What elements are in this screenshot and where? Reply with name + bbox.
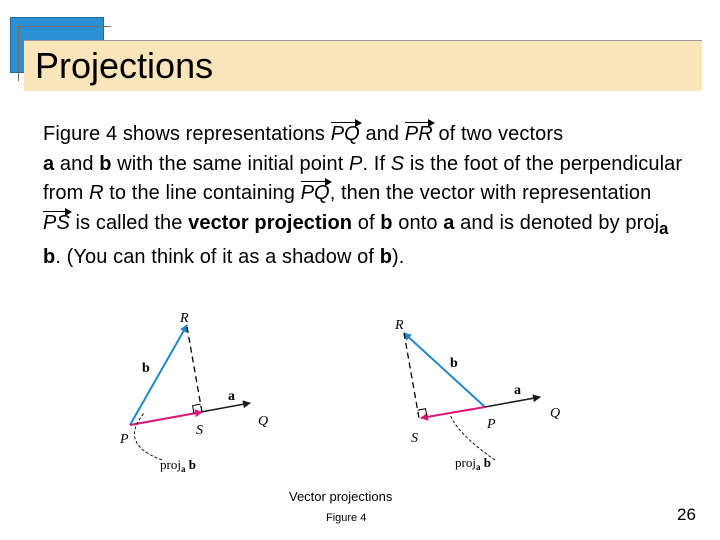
vector-pr: PR bbox=[405, 120, 433, 150]
left-projection bbox=[130, 412, 202, 425]
vector-projection-figure bbox=[110, 300, 590, 480]
right-label-r: R bbox=[395, 318, 404, 333]
right-vector-b bbox=[404, 333, 485, 407]
figure-caption: Vector projections bbox=[289, 489, 393, 504]
page-number: 26 bbox=[677, 505, 696, 524]
left-vector-b bbox=[130, 325, 187, 425]
figure-label: Figure 4 bbox=[326, 512, 367, 524]
left-label-r: R bbox=[180, 311, 189, 326]
vector-pq-2: PQ bbox=[301, 179, 330, 209]
left-diagram bbox=[119, 311, 268, 474]
vector-ps: PS bbox=[43, 209, 70, 239]
left-label-p: P bbox=[120, 432, 129, 447]
right-label-a: a bbox=[514, 383, 521, 398]
left-label-b: b bbox=[142, 361, 150, 376]
left-label-a: a bbox=[228, 389, 235, 404]
right-label-s: S bbox=[411, 431, 418, 446]
left-perpendicular bbox=[187, 327, 202, 412]
vector-pq: PQ bbox=[331, 120, 360, 150]
slide-title: Projections bbox=[35, 45, 214, 86]
right-vector-a bbox=[485, 397, 540, 407]
right-label-p: P bbox=[487, 417, 496, 432]
right-label-q: Q bbox=[550, 406, 561, 421]
term-vector-projection: vector projection bbox=[188, 211, 353, 234]
right-projection bbox=[421, 407, 485, 418]
right-label-b: b bbox=[450, 356, 458, 371]
right-label-proj: proj$_a$ b bbox=[455, 455, 491, 472]
right-diagram bbox=[394, 318, 560, 472]
body-paragraph: Figure 4 shows representations PQ and PR of two vectors a and b with the same initial point P. If S is the foot of the perpendicular from R to the line containing PQ, then the vector with representation PS is called the vector projection of b onto a and is denoted by proj$_a$ b. (You can think of it as a shadow of b). bbox=[43, 120, 683, 273]
left-label-s: S bbox=[196, 423, 203, 438]
left-label-q: Q bbox=[258, 414, 269, 429]
left-label-proj: proj$_a$ b bbox=[160, 457, 196, 474]
